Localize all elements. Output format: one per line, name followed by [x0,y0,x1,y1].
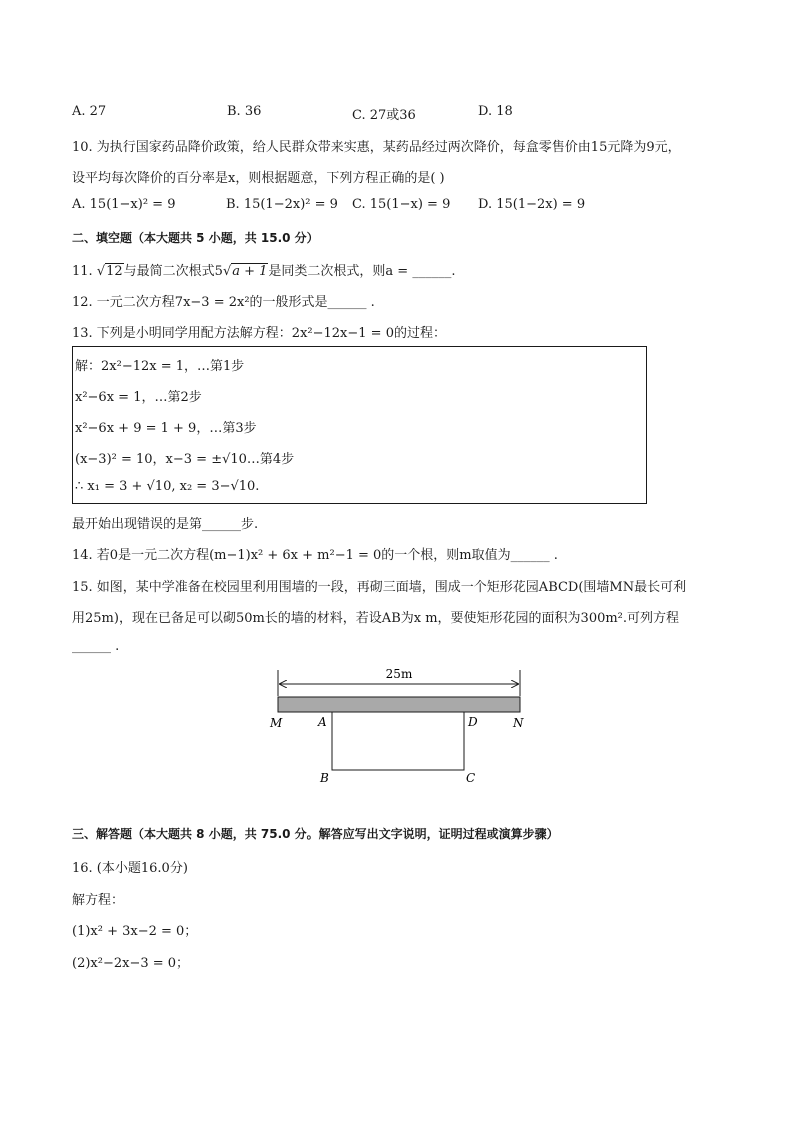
label-a: A [318,715,327,729]
q10-line2: 设平均每次降价的百分率是x，则根据题意，下列方程正确的是( ) [72,171,445,186]
q11-suffix: 是同类二次根式，则a = ______. [268,264,456,279]
q13-step-1: 解：2x²−12x = 1，…第1步 [75,359,245,374]
label-b: B [320,771,329,785]
q13-step-2: x²−6x = 1，…第2步 [75,390,202,405]
dimension-label: 25m [385,667,413,681]
q16-prompt: 解方程： [72,893,125,908]
q11: 11. √12与最简二次根式5√a + 1是同类二次根式，则a = ______. [72,264,456,279]
q11-middle: 与最简二次根式5 [123,264,223,279]
q13-step-4: (x−3)² = 10，x−3 = ±√10…第4步 [75,452,295,467]
section-3-heading: 三、解答题（本大题共 8 小题，共 75.0 分。解答应写出文字说明，证明过程或演算步骤） [72,827,559,841]
garden-rectangle [332,712,464,770]
q16-item-2: (2)x²−2x−3 = 0； [72,956,190,971]
q13-conclusion: ∴ x₁ = 3 + √10, x₂ = 3−√10. [75,479,260,494]
section-2-heading: 二、填空题（本大题共 5 小题，共 15.0 分） [72,231,319,245]
q11-radicand-2: a + 1 [232,264,268,279]
label-n: N [513,716,524,730]
q10-option-c: C. 15(1−x) = 9 [352,197,451,212]
q10-option-b: B. 15(1−2x)² = 9 [226,197,338,212]
q9-option-d: D. 18 [478,104,513,119]
q14: 14. 若0是一元二次方程(m−1)x² + 6x + m²−1 = 0的一个根，则m取值为______ . [72,548,558,563]
label-d: D [468,715,478,729]
wall-mn [278,697,520,712]
q13-step-3: x²−6x + 9 = 1 + 9，…第3步 [75,421,257,436]
q9-option-b: B. 36 [227,104,262,119]
q11-radicand-1: 12 [106,264,123,279]
q13-solution-box [72,346,647,504]
q16-title: 16. (本小题16.0分) [72,861,188,876]
q15-line2: 用25m)，现在已备足可以砌50m长的墙的材料，若设AB为x m，要使矩形花园的面积为300m².可列方程 [72,611,680,626]
q10-option-a: A. 15(1−x)² = 9 [72,197,176,212]
q15-line3: ______ . [72,639,120,654]
q13-question: 最开始出现错误的是第______步. [72,517,259,532]
label-c: C [466,771,476,785]
garden-figure [262,660,537,790]
label-m: M [270,716,283,730]
q11-prefix: 11. [72,264,97,279]
q13-intro: 13. 下列是小明同学用配方法解方程：2x²−12x−1 = 0的过程： [72,326,446,341]
q9-option-c: C. 27或36 [352,108,416,123]
q16-item-1: (1)x² + 3x−2 = 0； [72,924,198,939]
q10-option-d: D. 15(1−2x) = 9 [478,197,586,212]
q9-option-a: A. 27 [72,104,107,119]
q15-line1: 15. 如图，某中学准备在校园里利用围墙的一段，再砌三面墙，围成一个矩形花园ABCD(围墙MN最长可利 [72,580,687,595]
q12: 12. 一元二次方程7x−3 = 2x²的一般形式是______ . [72,295,375,310]
q10-line1: 10. 为执行国家药品降价政策，给人民群众带来实惠，某药品经过两次降价，每盒零售价由15元降为9元， [72,140,681,155]
